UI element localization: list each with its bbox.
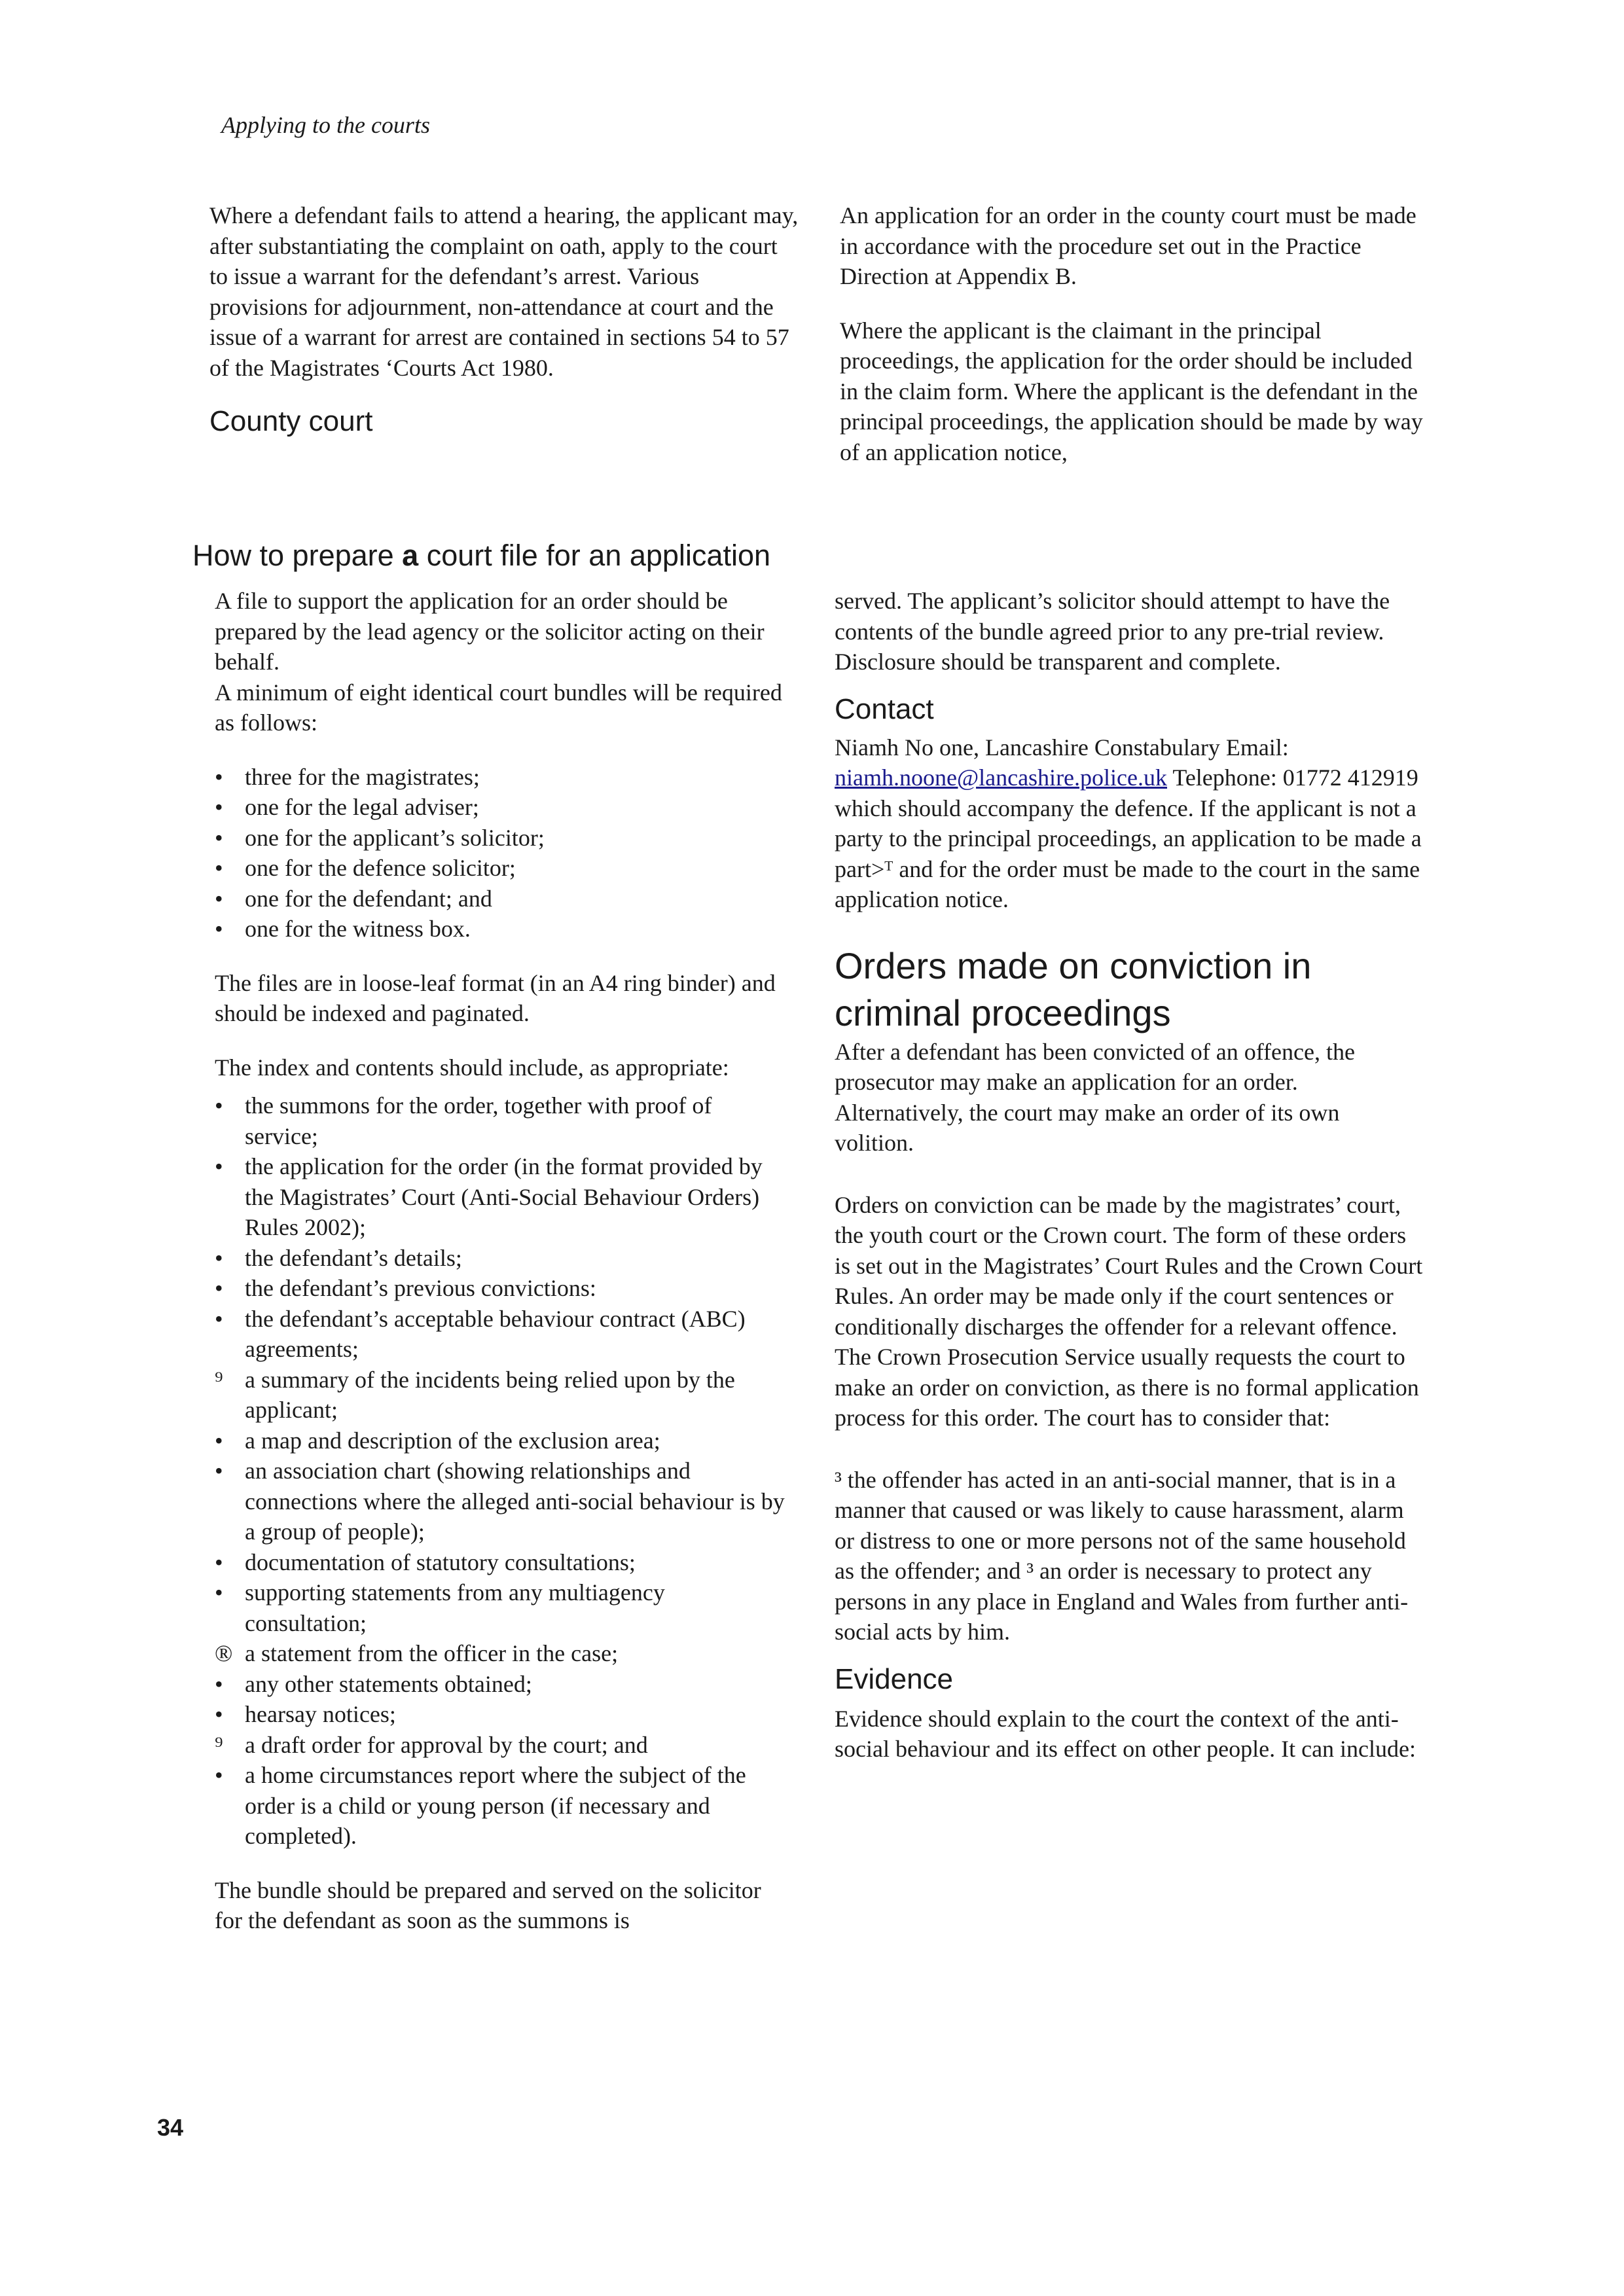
bundles-list xyxy=(215,762,791,944)
list-item-text: a home circumstances report where the subject of the order is a child or young person (if necessary and completed). xyxy=(245,1762,746,1849)
list-item xyxy=(215,1456,791,1547)
contact-text: Niamh No one, Lancashire Constabulary Email: xyxy=(835,734,1289,761)
bullet-marker: ⁹ xyxy=(215,1731,223,1758)
claim-form-paragraph: Where the applicant is the claimant in the principal proceedings, the application for the order should be included in the claim form. Where the applicant is the defendant in the principal proceedings, the application should be made by way of an application notice, xyxy=(840,317,1423,465)
list-item-text: a statement from the officer in the case; xyxy=(245,1640,619,1666)
list-item-text: hearsay notices; xyxy=(245,1701,396,1727)
bullet-marker: • xyxy=(215,1092,223,1119)
list-item xyxy=(215,914,791,944)
bullet-marker: • xyxy=(215,824,223,851)
bullet-marker: • xyxy=(215,794,223,820)
bullet-marker: ® xyxy=(215,1640,233,1666)
list-item xyxy=(215,1426,791,1456)
bullet-marker: • xyxy=(215,1579,223,1605)
list-item xyxy=(215,1730,791,1761)
bullet-marker: • xyxy=(215,1244,223,1271)
list-item-text: the defendant’s acceptable behaviour contract (ABC) agreements; xyxy=(245,1305,746,1362)
list-item xyxy=(215,1699,791,1730)
section-heading xyxy=(192,538,770,573)
bullet-marker: • xyxy=(215,1305,223,1332)
left-column xyxy=(215,586,791,1936)
orders-paragraph-2: Orders on conviction can be made by the magistrates’ court, the youth court or the Crown court. The form of these orders is set out in the Magistrates’ Court Rules and the Crown Court Rules. An order may be made only if the court sentences or conditionally discharges the offender for a relevant offence. xyxy=(835,1191,1423,1340)
county-court-heading: County court xyxy=(209,405,373,437)
page-number: 34 xyxy=(157,2114,184,2141)
list-item-text: supporting statements from any multiagency consultation; xyxy=(245,1579,665,1636)
list-item xyxy=(215,1243,791,1274)
bullet-marker: • xyxy=(215,1153,223,1179)
list-item xyxy=(215,1760,791,1852)
section-heading-bold: a xyxy=(402,539,419,572)
court-considerations-paragraph: ³ the offender has acted in an anti-social manner, that is in a manner that caused or was likely to cause harassment, alarm or distress to one or more persons not of the same household as the offender; and ³ an order is necessary to protect any persons in any place in England and Wales from further anti-social acts by him. xyxy=(835,1466,1409,1645)
bullet-marker: • xyxy=(215,763,223,790)
list-item-text: the application for the order (in the format provided by the Magistrates’ Court (Anti-Social Behaviour Orders) Rules 2002); xyxy=(245,1153,763,1240)
list-item-text: three for the magistrates; xyxy=(245,763,480,790)
list-item xyxy=(215,1365,791,1426)
county-court-procedure-paragraph: An application for an order in the county court must be made in accordance with the procedure set out in the Practice Direction at Appendix B. xyxy=(840,202,1416,289)
list-item-text: a draft order for approval by the court; and xyxy=(245,1731,648,1758)
list-item xyxy=(215,1151,791,1243)
list-item xyxy=(215,1090,791,1151)
warrant-paragraph: Where a defendant fails to attend a hearing, the applicant may, after substantiating the complaint on oath, apply to the court to issue a warrant for the defendant’s arrest. Various provisions for adjournment, non-attendance at court and the issue of a warrant for arrest are contained in sections 54 to 57 of the Magistrates ‘Courts Act 1980. xyxy=(209,202,799,381)
bullet-marker: • xyxy=(215,916,223,942)
list-item xyxy=(215,1577,791,1638)
list-item xyxy=(215,1273,791,1304)
bullet-marker: • xyxy=(215,1275,223,1301)
contact-paragraph xyxy=(835,732,1424,915)
orders-paragraph-1: After a defendant has been convicted of an offence, the prosecutor may make an application for an order. Alternatively, the court may make an order of its own volition. xyxy=(835,1038,1355,1156)
top-right-column xyxy=(840,200,1429,467)
list-item-text: one for the defence solicitor; xyxy=(245,855,516,881)
bundle-served-paragraph: The bundle should be prepared and served on the solicitor for the defendant as soon as the summons is xyxy=(215,1876,761,1933)
bullet-marker: • xyxy=(215,1701,223,1727)
list-item xyxy=(215,1547,791,1578)
bullet-marker: • xyxy=(215,1670,223,1697)
section-heading-part: How to prepare xyxy=(192,539,403,572)
contents-list xyxy=(215,1090,791,1852)
contact-heading: Contact xyxy=(835,692,934,725)
orders-on-conviction-heading: Orders made on conviction in criminal proceedings xyxy=(835,944,1312,1033)
bullet-marker: ⁹ xyxy=(215,1366,223,1393)
list-item-text: one for the legal adviser; xyxy=(245,794,479,820)
list-item-text: one for the defendant; and xyxy=(245,885,492,912)
served-paragraph: served. The applicant’s solicitor should attempt to have the contents of the bundle agreed prior to any pre-trial review. Disclosure should be transparent and complete. xyxy=(835,588,1390,675)
bullet-marker: • xyxy=(215,1762,223,1788)
orders-paragraph-3: The Crown Prosecution Service usually requests the court to make an order on conviction, as there is no formal application process for this order. The court has to consider that: xyxy=(835,1344,1419,1431)
contact-email-link[interactable]: niamh.noone@lancashire.police.uk xyxy=(835,764,1167,791)
section-heading-part: court file for an application xyxy=(418,539,771,572)
list-item xyxy=(215,792,791,823)
list-item-text: the summons for the order, together with proof of service; xyxy=(245,1092,712,1149)
index-contents-paragraph: The index and contents should include, as appropriate: xyxy=(215,1054,729,1081)
bullet-marker: • xyxy=(215,1549,223,1575)
list-item xyxy=(215,1669,791,1700)
bullet-marker: • xyxy=(215,855,223,881)
evidence-heading: Evidence xyxy=(835,1662,954,1695)
list-item-text: documentation of statutory consultations; xyxy=(245,1549,636,1575)
list-item xyxy=(215,853,791,884)
bundles-intro-paragraph: A minimum of eight identical court bundles will be required as follows: xyxy=(215,679,782,736)
bullet-marker: • xyxy=(215,1458,223,1484)
top-left-column xyxy=(209,200,799,439)
list-item xyxy=(215,823,791,853)
contact-text: Telephone: 01772 412919 which should accompany the defence. If the applicant is not a party to the principal proceedings, an application to be made a part>ᵀ and for the order must be made to the court in the same application notice. xyxy=(835,764,1422,912)
right-column xyxy=(835,586,1424,1765)
list-item-text: an association chart (showing relationships and connections where the alleged anti-social behaviour is by a group of people); xyxy=(245,1458,785,1545)
list-item xyxy=(215,1304,791,1365)
list-item xyxy=(215,762,791,793)
evidence-paragraph: Evidence should explain to the court the context of the anti-social behaviour and its effect on other people. It can include: xyxy=(835,1705,1416,1762)
list-item-text: the defendant’s details; xyxy=(245,1244,462,1271)
list-item-text: a map and description of the exclusion area; xyxy=(245,1427,660,1454)
bullet-marker: • xyxy=(215,1427,223,1454)
list-item xyxy=(215,1638,791,1669)
list-item-text: the defendant’s previous convictions: xyxy=(245,1275,596,1301)
files-format-paragraph: The files are in loose-leaf format (in an A4 ring binder) and should be indexed and paginated. xyxy=(215,969,776,1026)
running-head: Applying to the courts xyxy=(221,112,430,138)
bullet-marker: • xyxy=(215,885,223,912)
list-item-text: any other statements obtained; xyxy=(245,1670,532,1697)
list-item xyxy=(215,884,791,914)
list-item-text: one for the witness box. xyxy=(245,916,471,942)
list-item-text: one for the applicant’s solicitor; xyxy=(245,824,545,851)
file-intro-paragraph: A file to support the application for an order should be prepared by the lead agency or the solicitor acting on their behalf. xyxy=(215,588,765,675)
list-item-text: a summary of the incidents being relied upon by the applicant; xyxy=(245,1366,735,1423)
